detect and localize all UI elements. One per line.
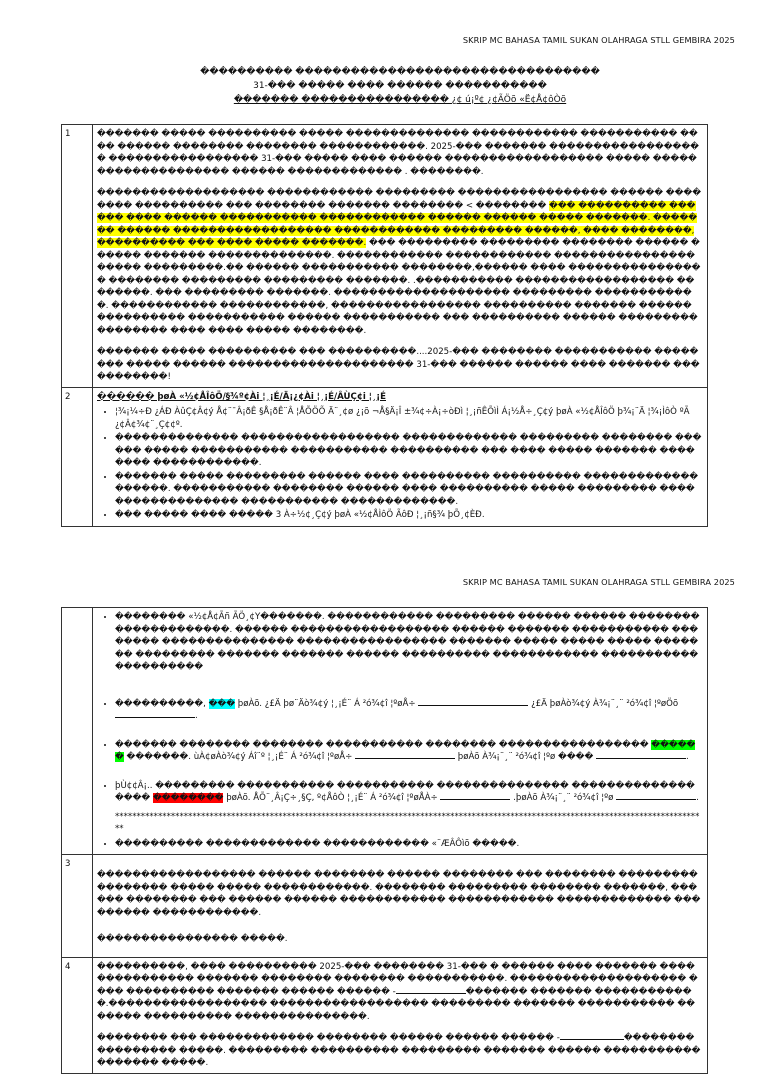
- document-title: [0, 65, 768, 107]
- paragraph: ������� ����� ���������� ��� ����������....2025-��� �������� ����������� �������� ����� ������ ��������������������� 31-��� ������ ������ ���� ������� �����������!: [97, 347, 700, 382]
- row-number: [62, 608, 93, 855]
- row-number: 1: [62, 125, 93, 388]
- table-row: [62, 125, 708, 388]
- fill-blank[interactable]: [616, 799, 696, 800]
- text-run: �������� ��� ������������� �������� ������ ������ ������ -: [97, 1033, 560, 1043]
- text-run: þøÀõ. ¿£Ä þø¨Äò¾¢ý ¦¸¡É¨ Á ²ó¾¢î ¦ºøÅ÷: [235, 698, 419, 709]
- paragraph: ������� ����� ���������� ����� �������������� ������������ ����������� ���� ������ �������� �������� ������������. 2025-��� ������� ������������������ ����������������� 31-��� ����� ���� ������ ������������������ ����� �������������������� ������ ������������� . ��������.: [97, 129, 699, 177]
- list-item: • ������� �������� �������� ����������� �������� ����������������� ������ �������. ùÀ¢øÀò¾¢ý Áî¨º ¦¸¡É¨ Á ²ó¾¢î ¦ºøÅ÷ þøÀõ À¾¡¨¸¨ ²ó¾¢î ¦ºø ���� .: [115, 739, 702, 764]
- text-run: þÙ¢¢Â¡.. ��������� ����������� ����������� ��������������� ������������������: [115, 780, 695, 803]
- text-run: þøÀõ. ÅÕ¨¸Â¡Ç÷¸§Ç, º¢ÅôÒ ¦¸¡É¨ Á ²ó¾¢î ¦ºøÅÀ÷: [223, 793, 441, 803]
- highlighted-text: ��� ���������� ������ ���� ������ ����������� ������������ ������ ������ ����� �������. ������� ������ ������������������ ������������ ��������� ������, ���� ��������, ���������� ��� ���� ����� �������.: [97, 200, 698, 248]
- bullet-list: [97, 838, 702, 851]
- text-run: ����������, ���� ���������� 2025-��� �������� 31-��� � ������ ���� ������� ��������������� ������� �������� �������� �����������. �������������������� ���� ���������� ������� ������ ������ -: [97, 961, 698, 997]
- script-table-page2: [61, 607, 708, 1074]
- row-number: 3: [62, 855, 93, 958]
- bullet-list: [97, 611, 702, 805]
- row-number: 4: [62, 957, 93, 1073]
- list-item: • ¦¾¡¼÷Ð ¿ÁÐ ÀûÇ¢Â¢ý Å¢¨¯Â¡ðÊ §Å¡ðÊ¨Â ¦ÅÕÖÕ Ä¨¸¢ø ¿¡õ ¬Å§Ä¡Î ±¾¢÷À¡÷òÐì ¦¸¡ñÊÕìÌ Á¡½Å÷¸Ç¢ý þøÀ «½¢ÅÎôÖ þ¾¡¨Ä ¦¾¡ÌôÒ ºÃ ¿¢Â¢¾¢¨¸Ç¢¢º.: [115, 406, 702, 431]
- highlighted-text: ��������: [152, 793, 224, 803]
- table-row: [62, 855, 708, 958]
- text-run: �������. ùÀ¢øÀò¾¢ý Áî¨º ¦¸¡É¨ Á ²ó¾¢î ¦ºøÅ÷: [123, 752, 356, 762]
- text-run: ��� ��������� ��������� �������� ������ ������ ������� ��������������. ������������ ������������ ��������������������� ���������.�� ������ ����������� ��������,������ ���� ���������������� �������� ��������� ��������� �������. .����������� ������������������ ��������. ��� ��������� �������. �������������������� ��������� ������������. ������������ ������������, ����������������� ���������� ������� ������ ���������� ����������� ������ ����������� ��� ���������� ������ ����������������� ���� ���� ����� ��������.: [97, 238, 701, 336]
- list-item: • �������������� ������������������ ������������� ��������� �������� ������ ����� ����������� ����������� ���������� ��� ���� ����� ������� �������� ������������.: [115, 432, 702, 470]
- row-content: [93, 608, 708, 855]
- row-number: 2: [62, 387, 93, 526]
- fill-blank[interactable]: [560, 1039, 624, 1040]
- list-item: • ���������� ������������� ������������ «¨ÆÂÔìõ �����.: [115, 838, 702, 851]
- fill-blank[interactable]: [396, 993, 466, 994]
- page-header: SKRIP MC BAHASA TAMIL SUKAN OLAHRAGA STLL GEMBIRA 2025: [462, 35, 735, 45]
- paragraph: ������������������ ������ �������� ������ �������� ��� �������� ����������������� ����� ����� ������������. �������� ��������� �������� �������, ������ �������� ��� ������ ������ ������������ ������������ ������������� ��������� ������������.: [97, 870, 701, 918]
- fill-blank[interactable]: [596, 758, 686, 759]
- row-content: [93, 957, 708, 1073]
- row-content: [93, 387, 708, 526]
- highlighted-text: ���: [208, 698, 236, 709]
- highlighted-text: ������: [115, 739, 696, 762]
- text-run: ����������,: [115, 698, 209, 709]
- script-table-page1: [61, 124, 708, 527]
- row-heading: ������ þøÀ «½¢ÅÎôÖ/§¾º¢Ài ¦¸¡É/Ä¡¿¢Ài ¦¸¡É/ÂÙÇ¢i ¦¸¡É: [97, 391, 386, 402]
- list-item: • �������� «½¢Å¢Ãñ ÃÖ¸¢Y�������. ������������ ��������� ������ ������ ���������������������. ������ ������������������ ������ ������� ����������� �������� ��������������� ����������������� ������� ����� ����� ����� ������� ��������� ������� ������� ������ ���������� ������������ ���������������������: [115, 611, 702, 674]
- table-row: [62, 608, 708, 855]
- text-run: þøÀõ À¾¡¨¸¨ ²ó¾¢î ¦ºø ����: [455, 752, 597, 762]
- paragraph: [97, 187, 702, 337]
- list-item: • ����������, ��� þøÀõ. ¿£Ä þø¨Äò¾¢ý ¦¸¡É¨ Á ²ó¾¢î ¦ºøÅ÷ ¿£Ä þøÀò¾¢ý À¾¡¨¸¨ ²ó¾¢î ¦ºøÖõ .: [115, 698, 702, 723]
- page-header: SKRIP MC BAHASA TAMIL SUKAN OLAHRAGA STLL GEMBIRA 2025: [462, 577, 735, 587]
- table-row: [62, 957, 708, 1073]
- row-content: [93, 125, 708, 388]
- title-line-3: ������� ���������������� ¿¢ ú¡º¢ ¿¢ÃÖõ «Ë¢Å¢ôÒõ: [233, 95, 567, 105]
- text-run: ����������������� �����. ��������� ���������� ��������� ������� ������ ������������������ �����.: [97, 1033, 701, 1068]
- text-run: ������� ������� ������������.������������������ ������������������ ��������� ������� ����������� ������� ���������� ���������������.: [97, 986, 695, 1022]
- bullet-list: [97, 406, 702, 522]
- table-row: [62, 387, 708, 526]
- list-item: • ��� ����� ���� ����� 3 À÷½¢¸Ç¢ý þøÀ «½¢ÅÌôÖ ÃôÐ ¦¸¡ñ§¾ þÕ¸¢ÈÐ.: [115, 509, 702, 522]
- text-run: ¿£Ä þøÀò¾¢ý À¾¡¨¸¨ ²ó¾¢î ¦ºøÖõ: [528, 698, 679, 709]
- title-line-2: 31-��� ����� ���� ������ �����������: [253, 81, 547, 91]
- fill-blank[interactable]: [418, 705, 528, 706]
- list-item: • ������� ����� ��������� ������ ���� ���������� ���������� �������������������. ����������� �������� ������ ���� ���������� ����� ��������� ������������������ ����������� �������������.: [115, 471, 702, 509]
- fill-blank[interactable]: [115, 717, 195, 718]
- text-run: ������� �������� �������� ����������� �������� �����������������: [115, 739, 652, 750]
- row-content: [93, 855, 708, 958]
- paragraph: [97, 961, 702, 1024]
- text-run: .þøÀõ À¾¡¨¸¨ ²ó¾¢î ¦ºø: [510, 793, 617, 803]
- separator-stars: ******************************************************************************************************************************************: [115, 811, 700, 834]
- list-item: • þÙ¢¢Â¡.. ��������� ����������� ����������� ��������������� ������������������ �������� þøÀõ. ÅÕ¨¸Â¡Ç÷¸§Ç, º¢ÅôÒ ¦¸¡É¨ Á ²ó¾¢î ¦ºøÅÀ÷ .þøÀõ À¾¡¨¸¨ ²ó¾¢î ¦ºø .: [115, 780, 702, 805]
- text-run: ������������������� ������������ ��������� ����������������� ������ �������� ���������� ��� �������� ������� �������� < ��������: [97, 188, 702, 211]
- paragraph: ���������������� �����.: [97, 934, 288, 944]
- fill-blank[interactable]: [355, 758, 455, 759]
- title-line-1: ���������� ���������������������������������: [200, 67, 600, 77]
- paragraph: [97, 1032, 702, 1070]
- fill-blank[interactable]: [440, 799, 510, 800]
